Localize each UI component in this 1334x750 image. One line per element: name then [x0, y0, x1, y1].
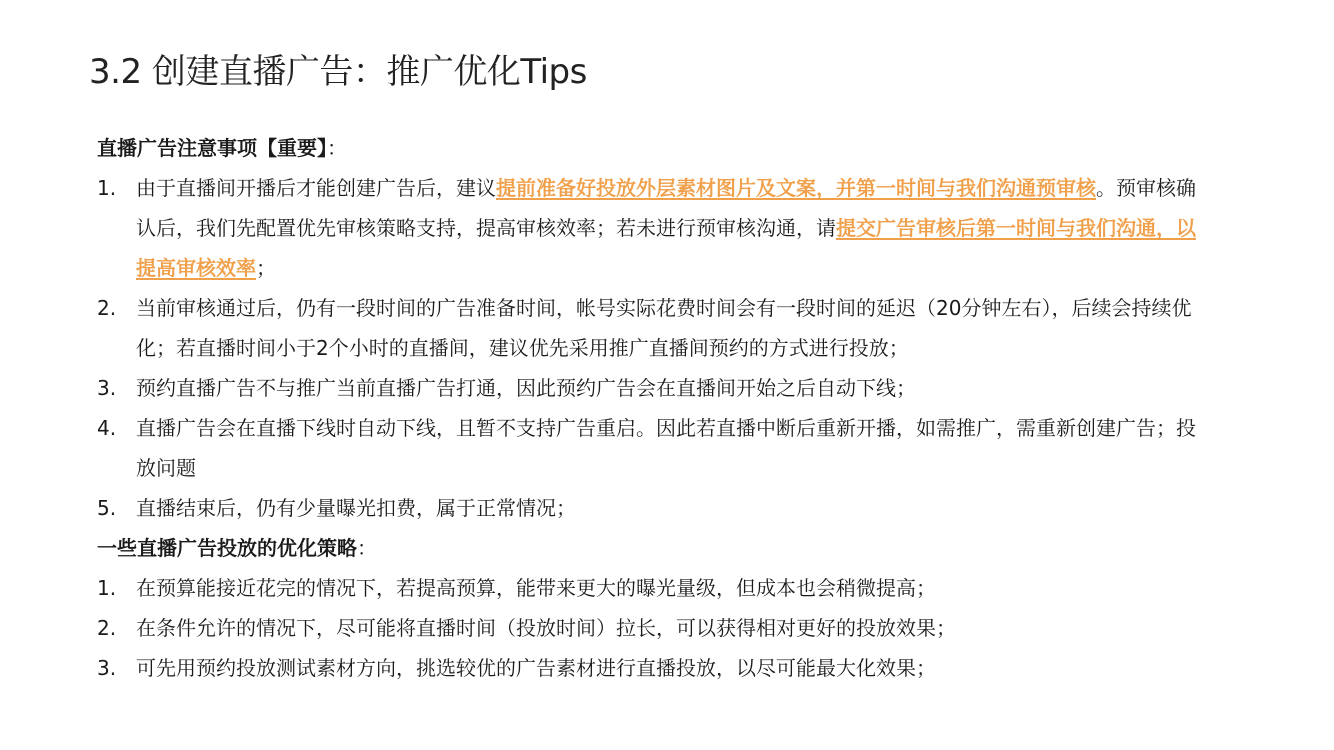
list-number: 2. — [97, 296, 117, 320]
highlight-link-text: 提前准备好投放外层素材图片及文案，并第一时间与我们沟通预审核 — [496, 176, 1096, 200]
list-number: 2. — [97, 616, 117, 640]
strategies-list-item-3 — [97, 648, 1207, 688]
highlight-link-text: 提交广告审核后第一时间与我们沟通，以提高审核效率 — [136, 216, 1196, 280]
section-heading-strategies — [97, 528, 1207, 568]
section-heading-notes — [97, 128, 1207, 168]
section-heading-strategies-colon: ： — [357, 536, 377, 560]
list-text: 在条件允许的情况下，尽可能将直播时间（投放时间）拉长，可以获得相对更好的投放效果； — [136, 616, 956, 640]
list-text: 。预审核确认后，我们先配置优先审核策略支持，提高审核效率；若未进行预审核沟通，请 — [136, 176, 1196, 240]
notes-list-item-1 — [97, 168, 1207, 288]
list-text: 在预算能接近花完的情况下，若提高预算，能带来更大的曝光量级，但成本也会稍微提高； — [136, 576, 936, 600]
list-text: 由于直播间开播后才能创建广告后，建议 — [136, 176, 496, 200]
strategies-list-item-1 — [97, 568, 1207, 608]
list-text: 当前审核通过后，仍有一段时间的广告准备时间，帐号实际花费时间会有一段时间的延迟（20分钟左右），后续会持续优化；若直播时间小于2个小时的直播间，建议优先采用推广直播间预约的方式进行投放； — [136, 296, 1192, 360]
notes-list-item-2 — [97, 288, 1207, 368]
list-text: 预约直播广告不与推广当前直播广告打通，因此预约广告会在直播间开始之后自动下线； — [136, 376, 916, 400]
list-text: 可先用预约投放测试素材方向，挑选较优的广告素材进行直播投放，以尽可能最大化效果； — [136, 656, 936, 680]
section-heading-notes-colon: ： — [327, 136, 347, 160]
list-number: 3. — [97, 376, 117, 400]
strategies-list — [97, 568, 1207, 688]
list-number: 3. — [97, 656, 117, 680]
notes-list-item-5 — [97, 488, 1207, 528]
notes-list-item-4 — [97, 408, 1207, 488]
list-number: 5. — [97, 496, 117, 520]
list-text: 直播结束后，仍有少量曝光扣费，属于正常情况； — [136, 496, 576, 520]
notes-list — [97, 168, 1207, 528]
list-number: 1. — [97, 176, 117, 200]
section-heading-notes-text: 直播广告注意事项【重要】 — [97, 136, 327, 160]
list-number: 4. — [97, 416, 117, 440]
list-text: 直播广告会在直播下线时自动下线，且暂不支持广告重启。因此若直播中断后重新开播，如需推广，需重新创建广告；投放问题 — [136, 416, 1196, 480]
list-number: 1. — [97, 576, 117, 600]
content-body — [97, 128, 1207, 688]
page-title: 3.2 创建直播广告：推广优化Tips — [89, 52, 587, 92]
strategies-list-item-2 — [97, 608, 1207, 648]
section-heading-strategies-text: 一些直播广告投放的优化策略 — [97, 536, 357, 560]
list-text: ； — [256, 256, 276, 280]
notes-list-item-3 — [97, 368, 1207, 408]
